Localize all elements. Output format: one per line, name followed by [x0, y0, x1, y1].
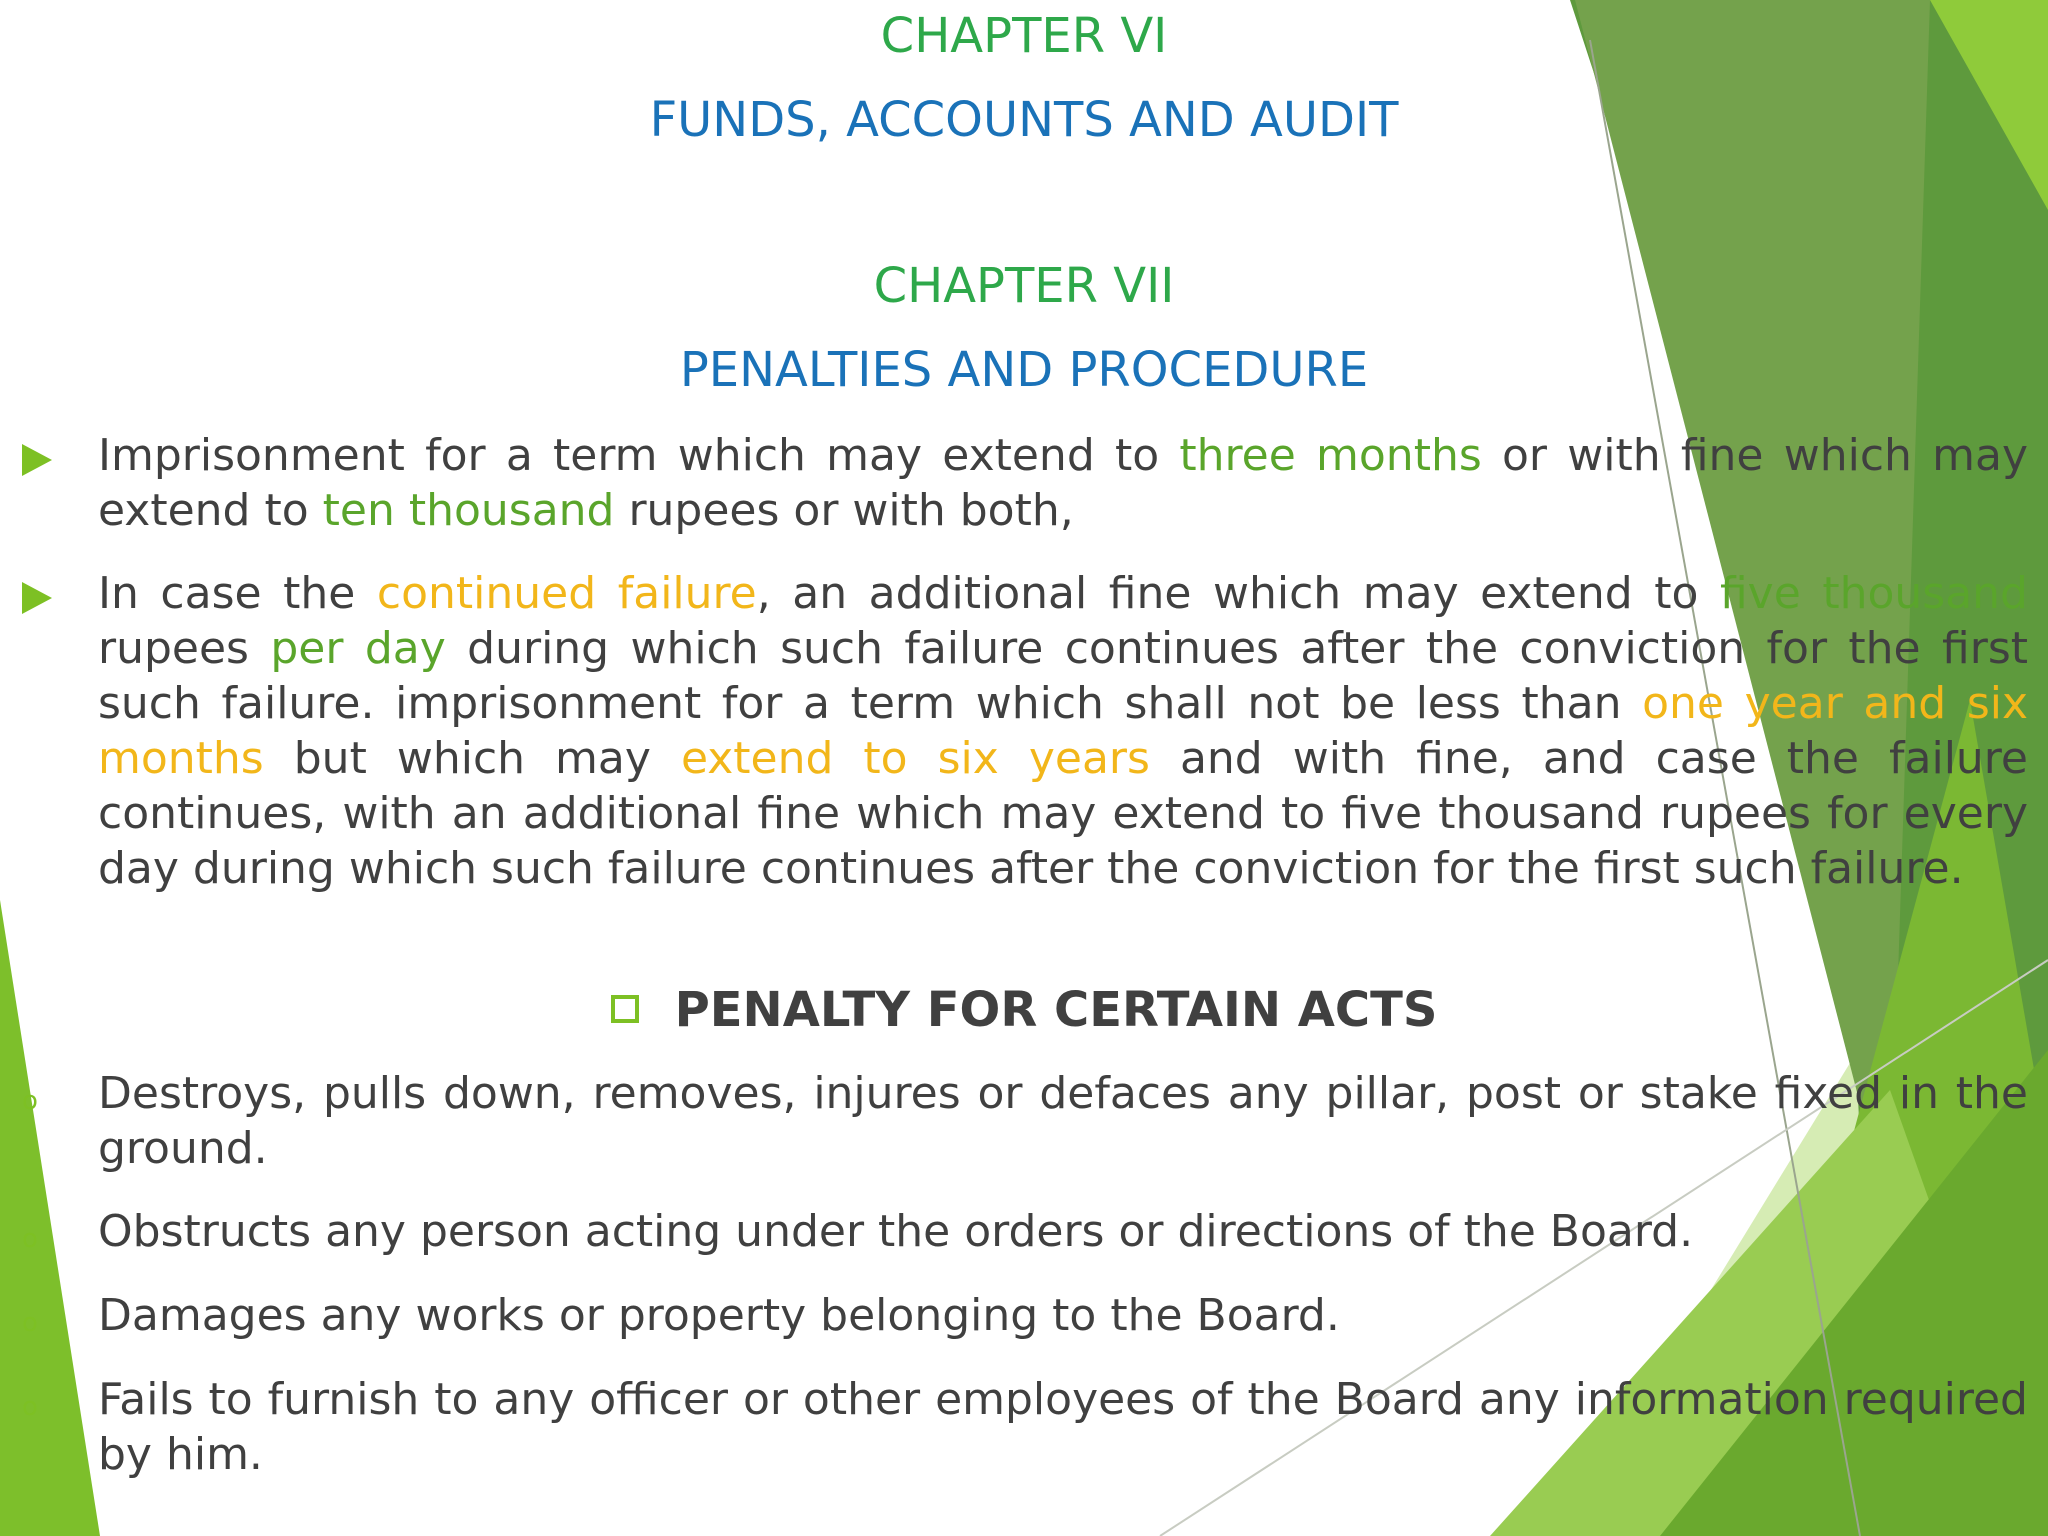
bullet-2-text: rupees — [98, 623, 271, 674]
section-heading — [0, 980, 2048, 1040]
bullet-1-highlight-ten-thousand: ten thousand — [322, 485, 615, 536]
bullet-2-text: during which such failure continues after the conviction for the first such failure. imprisonment for a term which shall not be less than — [98, 623, 2028, 729]
bullet-1-text: Imprisonment for a term which may extend to — [98, 430, 1180, 481]
act-item-3: Damages any works or property belonging to the Board. — [98, 1290, 1340, 1341]
act-item-2: Obstructs any person acting under the orders or directions of the Board. — [98, 1206, 1694, 1257]
triangle-bullet-icon — [22, 444, 52, 476]
penalty-bullet-1 — [98, 428, 2028, 538]
circle-bullet-icon: o — [22, 1086, 38, 1116]
chapter-vi-title: CHAPTER VI — [880, 8, 1168, 64]
section-heading-text: PENALTY FOR CERTAIN ACTS — [674, 982, 1438, 1038]
penalty-bullet-2 — [98, 566, 2028, 896]
bullet-2-highlight-one-year-six-months: one year and six months — [98, 678, 2029, 784]
act-item-1: Destroys, pulls down, removes, injures or defaces any pillar, post or stake fixed in the ground. — [98, 1068, 2028, 1174]
chapter-vi-subtitle: FUNDS, ACCOUNTS AND AUDIT — [649, 92, 1399, 148]
circle-bullet-icon: o — [22, 1224, 38, 1254]
checkbox-bullet-icon — [611, 995, 639, 1023]
bullet-2-highlight-six-years: extend to six years — [680, 733, 1150, 784]
bullet-1-text: rupees or with both, — [614, 485, 1074, 536]
chapter-vii-title: CHAPTER VII — [873, 258, 1175, 314]
bullet-2-text: but which may — [263, 733, 681, 784]
bullet-2-highlight-five-thousand: five thousand — [1719, 568, 2028, 619]
circle-bullet-icon: o — [22, 1308, 38, 1338]
bullet-1-highlight-three-months: three months — [1179, 430, 1482, 481]
bullet-2-text: and with fine, and case the failure continues, with an additional fine which may extend to five thousand rupees for every day during which such failure continues after the conviction for the first such failure. — [98, 733, 2028, 894]
bullet-2-highlight-per-day: per day — [270, 623, 446, 674]
triangle-bullet-icon — [22, 582, 52, 614]
bullet-2-highlight-continued-failure: continued failure — [376, 568, 757, 619]
bullet-1-text: or with fine which may extend to — [98, 430, 2028, 536]
bullet-2-text: In case the — [98, 568, 377, 619]
act-item-4: Fails to furnish to any officer or other employees of the Board any information required by him. — [98, 1374, 2028, 1480]
circle-bullet-icon: o — [22, 1392, 38, 1422]
chapter-vii-subtitle: PENALTIES AND PROCEDURE — [679, 342, 1369, 398]
bullet-2-text: , an additional fine which may extend to — [756, 568, 1720, 619]
